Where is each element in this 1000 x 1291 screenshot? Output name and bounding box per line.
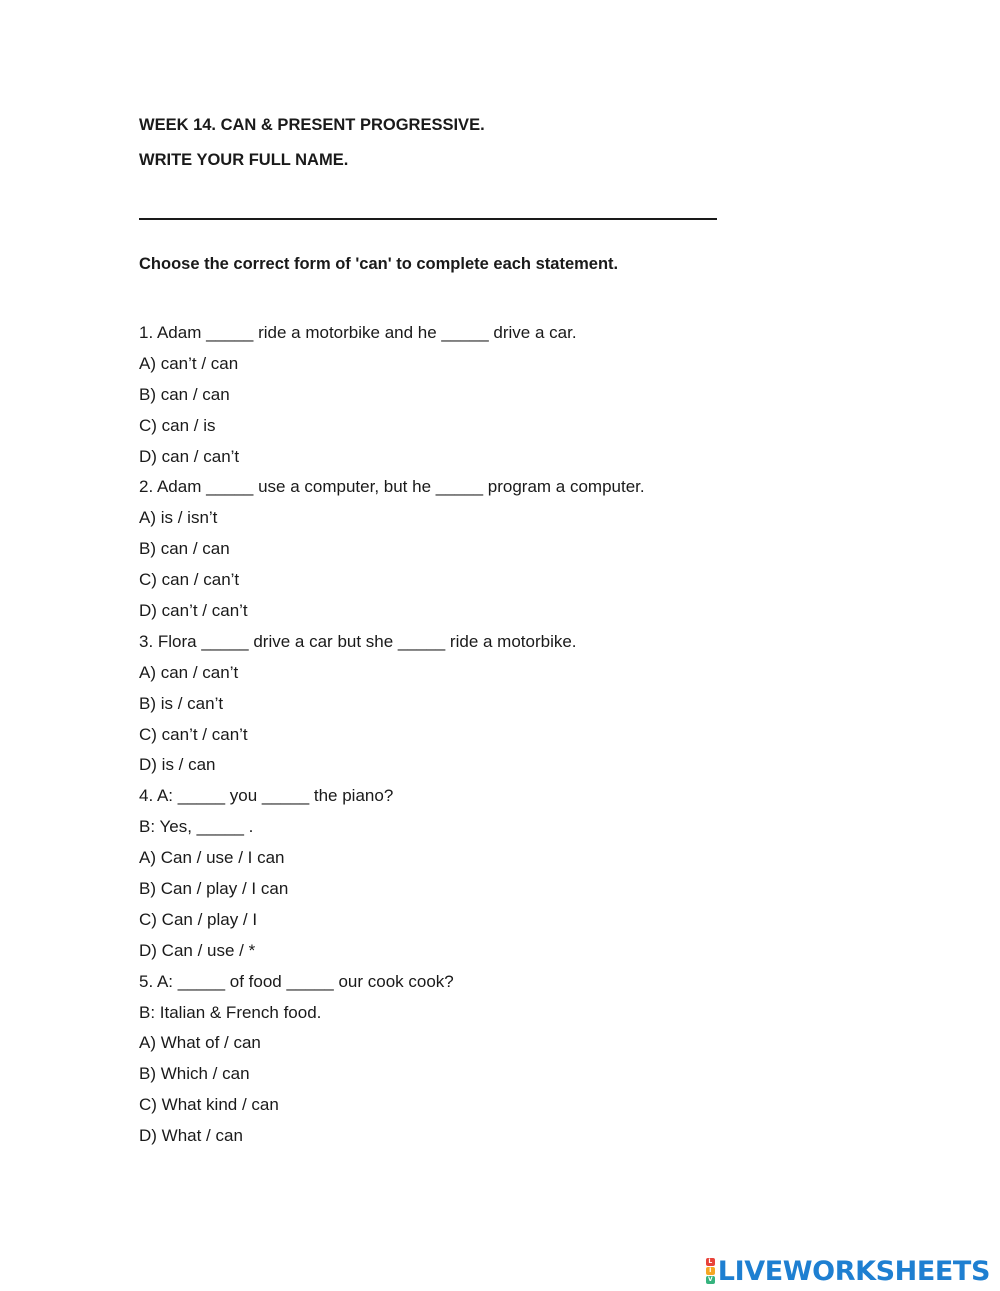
q1-option-b[interactable]: B) can / can <box>139 384 230 404</box>
question-4-response: B: Yes, _____ . <box>139 817 254 837</box>
q4-option-b[interactable]: B) Can / play / I can <box>139 879 289 899</box>
logo-letter: V <box>706 1276 715 1284</box>
q5-option-d[interactable]: D) What / can <box>139 1126 243 1146</box>
q4-option-c[interactable]: C) Can / play / I <box>139 909 258 929</box>
q1-option-d[interactable]: D) can / can’t <box>139 446 240 466</box>
q2-option-d[interactable]: D) can’t / can’t <box>139 601 248 621</box>
question-4: 4. A: _____ you _____ the piano? <box>139 786 394 806</box>
q3-option-b[interactable]: B) is / can’t <box>139 693 224 713</box>
q2-option-b[interactable]: B) can / can <box>139 539 230 559</box>
q5-option-b[interactable]: B) Which / can <box>139 1064 250 1084</box>
q5-option-a[interactable]: A) What of / can <box>139 1033 261 1053</box>
q3-option-c[interactable]: C) can’t / can’t <box>139 724 248 744</box>
logo-letter: I <box>706 1267 715 1275</box>
q4-option-a[interactable]: A) Can / use / I can <box>139 848 285 868</box>
q1-option-a[interactable]: A) can’t / can <box>139 353 239 373</box>
q5-option-c[interactable]: C) What kind / can <box>139 1095 279 1115</box>
logo-mark-icon <box>706 1258 715 1284</box>
worksheet-title: WEEK 14. CAN & PRESENT PROGRESSIVE. <box>139 116 485 134</box>
question-2: 2. Adam _____ use a computer, but he _____ program a computer. <box>139 477 645 497</box>
question-1: 1. Adam _____ ride a motorbike and he _____ drive a car. <box>139 323 577 342</box>
q3-option-a[interactable]: A) can / can’t <box>139 662 239 682</box>
question-list <box>139 318 959 1152</box>
name-input-line[interactable] <box>139 218 717 220</box>
logo-letter: L <box>706 1258 715 1266</box>
q2-option-a[interactable]: A) is / isn’t <box>139 508 218 528</box>
instruction-text: Choose the correct form of 'can' to complete each statement. <box>139 255 619 273</box>
q1-option-c[interactable]: C) can / is <box>139 415 216 435</box>
question-5-response: B: Italian & French food. <box>139 1002 322 1022</box>
question-5: 5. A: _____ of food _____ our cook cook? <box>139 971 454 991</box>
name-prompt: WRITE YOUR FULL NAME. <box>139 151 349 169</box>
liveworksheets-logo <box>706 1253 990 1289</box>
logo-wordmark: LIVEWORKSHEETS <box>717 1255 990 1287</box>
q3-option-d[interactable]: D) is / can <box>139 755 216 775</box>
q4-option-d[interactable]: D) Can / use / * <box>139 940 256 960</box>
question-3: 3. Flora _____ drive a car but she _____ ride a motorbike. <box>139 631 577 651</box>
q2-option-c[interactable]: C) can / can’t <box>139 570 240 590</box>
